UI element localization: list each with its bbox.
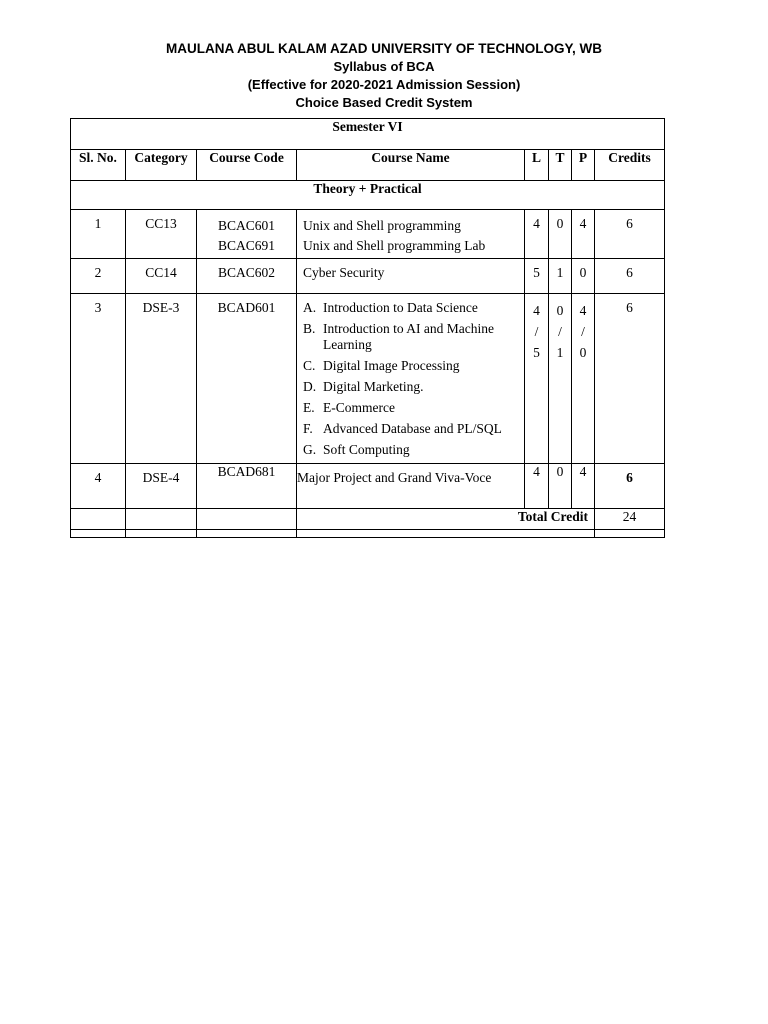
col-header-sl-no: Sl. No. <box>71 150 126 181</box>
total-credit-label: Total Credit <box>297 509 595 538</box>
course-options <box>297 294 525 464</box>
tutorial-hours: 1 <box>549 259 572 294</box>
course-name-line: Unix and Shell programming <box>303 218 461 233</box>
syllabus-title: Syllabus of BCA <box>333 59 435 74</box>
course-code-line: BCAC601 <box>217 218 275 233</box>
section-row <box>71 181 665 210</box>
course-code <box>197 210 297 259</box>
lecture-hours: 5 <box>525 259 549 294</box>
col-header-credits: Credits <box>595 150 665 181</box>
col-header-p: P <box>572 150 595 181</box>
bottom-rule <box>70 529 664 530</box>
header-row <box>71 150 665 181</box>
table-row <box>71 210 665 259</box>
elective-option: D. Digital Marketing. <box>303 379 424 394</box>
elective-option: C. Digital Image Processing <box>303 358 460 373</box>
col-header-course-code: Course Code <box>197 150 297 181</box>
document-header <box>0 40 768 112</box>
category: DSE-3 <box>126 294 197 464</box>
elective-option: E. E-Commerce <box>303 400 395 415</box>
elective-option: F. Advanced Database and PL/SQL <box>303 421 502 436</box>
lecture-hours: 4 / 5 <box>525 294 549 464</box>
col-header-category: Category <box>126 150 197 181</box>
table-row <box>71 294 665 464</box>
total-credit-value: 24 <box>595 509 665 538</box>
course-name-line: Unix and Shell programming Lab <box>303 238 486 253</box>
table-row <box>71 259 665 294</box>
course-name <box>297 210 525 259</box>
credits: 6 <box>595 294 665 464</box>
course-name: Major Project and Grand Viva-Voce <box>297 464 525 509</box>
tutorial-hours: 0 <box>549 210 572 259</box>
sl-no: 1 <box>71 210 126 259</box>
practical-hours: 0 <box>572 259 595 294</box>
credits: 6 <box>595 464 665 509</box>
category: DSE-4 <box>126 464 197 509</box>
university-title: MAULANA ABUL KALAM AZAD UNIVERSITY OF TECHNOLOGY, WB <box>166 41 602 56</box>
credits: 6 <box>595 259 665 294</box>
col-header-t: T <box>549 150 572 181</box>
semester-row <box>71 119 665 150</box>
elective-option: G. Soft Computing <box>303 442 410 457</box>
credit-system: Choice Based Credit System <box>295 95 473 110</box>
practical-hours: 4 <box>572 210 595 259</box>
course-name: Cyber Security <box>297 259 525 294</box>
course-code: BCAD601 <box>197 294 297 464</box>
sl-no: 3 <box>71 294 126 464</box>
empty-cell <box>126 509 197 538</box>
semester-title: Semester VI <box>71 119 665 150</box>
elective-option: B. Introduction to AI and Machine Learning <box>303 321 494 352</box>
category: CC13 <box>126 210 197 259</box>
lecture-hours: 4 <box>525 210 549 259</box>
syllabus-table <box>70 118 665 538</box>
section-title: Theory + Practical <box>71 181 665 210</box>
col-header-l: L <box>525 150 549 181</box>
sl-no: 4 <box>71 464 126 509</box>
elective-option: A. Introduction to Data Science <box>303 300 478 315</box>
lecture-hours: 4 <box>525 464 549 509</box>
tutorial-hours: 0 <box>549 464 572 509</box>
effective-session: (Effective for 2020-2021 Admission Session) <box>247 77 521 92</box>
course-code: BCAD681 <box>197 464 297 509</box>
empty-cell <box>197 509 297 538</box>
practical-hours: 4 / 0 <box>572 294 595 464</box>
practical-hours: 4 <box>572 464 595 509</box>
course-code-line: BCAC691 <box>217 238 275 253</box>
empty-cell <box>71 509 126 538</box>
category: CC14 <box>126 259 197 294</box>
sl-no: 2 <box>71 259 126 294</box>
credits: 6 <box>595 210 665 259</box>
tutorial-hours: 0 / 1 <box>549 294 572 464</box>
total-row <box>71 509 665 538</box>
col-header-course-name: Course Name <box>297 150 525 181</box>
table-row <box>71 464 665 509</box>
course-code: BCAC602 <box>197 259 297 294</box>
